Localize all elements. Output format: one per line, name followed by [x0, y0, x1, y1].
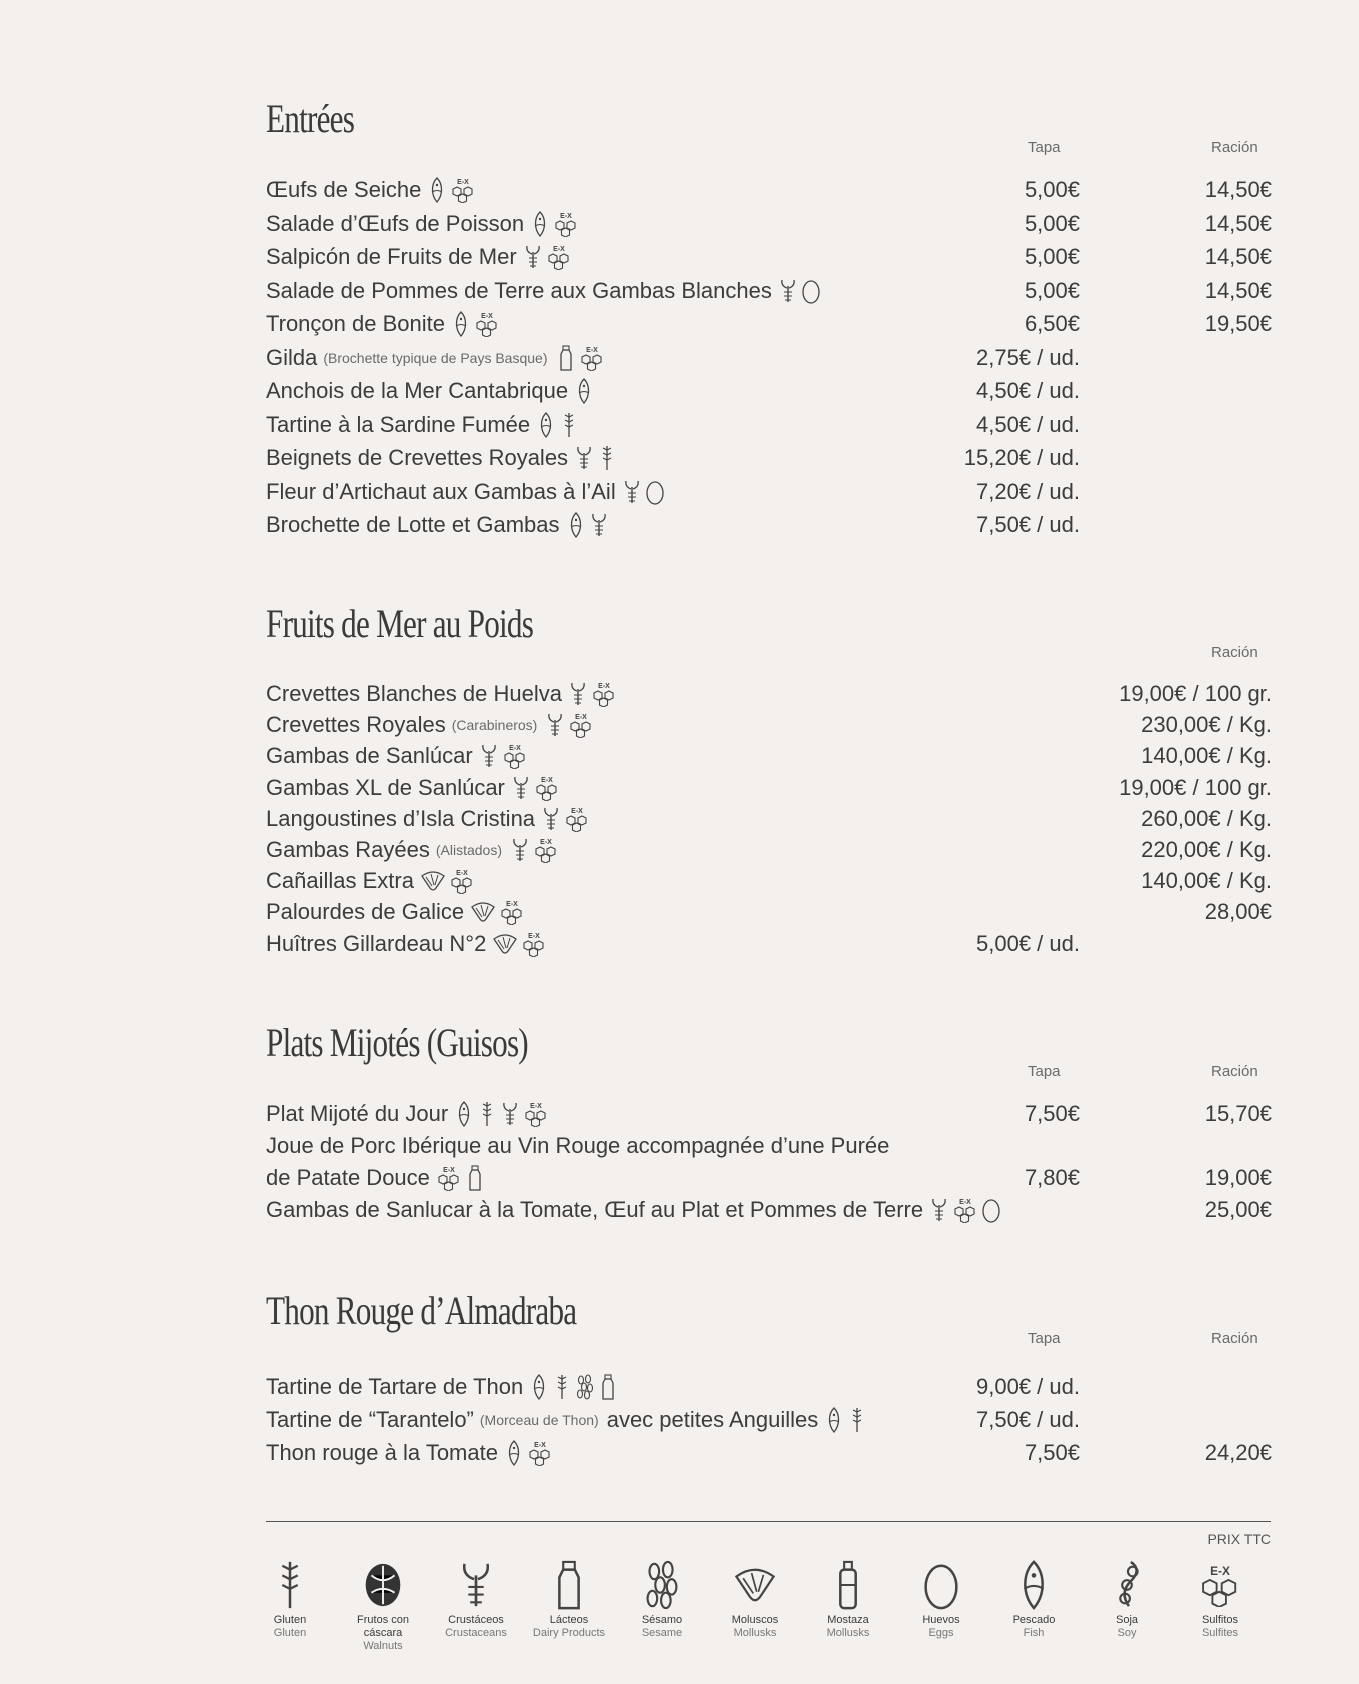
allergen-icons [929, 1197, 1001, 1223]
dairy-icon [547, 1560, 591, 1610]
item-name: Anchois de la Mer Cantabrique [266, 378, 569, 403]
menu-item-text [266, 1404, 867, 1436]
sulphites-icon [523, 1101, 549, 1127]
price-tapa: 7,50€ / ud. [976, 1407, 1080, 1432]
sulphites-icon [450, 177, 476, 203]
menu-item [266, 709, 1272, 741]
menu-item [266, 509, 1272, 541]
gluten-icon [847, 1407, 867, 1433]
sulphites-icon [533, 837, 559, 863]
allergen-icons [436, 1165, 485, 1191]
allergen-icons [479, 743, 528, 769]
sulphites-icon [553, 211, 579, 237]
menu-item-text [266, 1098, 549, 1130]
sulphites-icon [527, 1440, 553, 1466]
item-note: (Carabineros) [451, 717, 538, 734]
column-header-racion: Ración [1211, 139, 1258, 156]
allergen-icons [510, 837, 559, 863]
allergen-icons [778, 278, 821, 304]
mollusc-icon [733, 1560, 777, 1610]
menu-item [266, 342, 1272, 374]
menu-item-text [266, 740, 528, 772]
legend-label-es: Lácteos [549, 1614, 589, 1626]
column-header-tapa: Tapa [1028, 139, 1061, 156]
fish-icon [1012, 1560, 1056, 1610]
price-tapa: 5,00€ [1024, 210, 1080, 236]
menu-item [266, 208, 1272, 240]
menu-item [266, 896, 1272, 928]
allergen-icons [511, 775, 560, 801]
menu-item [266, 1098, 1272, 1130]
price-tapa: 7,20€ / ud. [976, 478, 1080, 504]
menu-item [266, 1404, 1272, 1436]
price-racion: 140,00€ / Kg. [1141, 868, 1272, 894]
price-racion: 28,00€ [1204, 899, 1272, 925]
item-name: Tartine à la Sardine Fumée [266, 411, 531, 437]
fish-icon [504, 1440, 524, 1466]
egg-icon [801, 278, 821, 304]
legend-label-es: Gluten [273, 1614, 307, 1626]
dairy-icon [465, 1165, 485, 1191]
price-tapa: 5,00€ [1024, 177, 1080, 202]
allergen-icons [451, 311, 500, 337]
footer-divider [266, 1521, 1271, 1522]
gluten-icon [559, 412, 579, 438]
sulphites-icon [534, 775, 560, 801]
item-name: Salade d’Œufs de Poisson [266, 210, 525, 236]
column-header-tapa: Tapa [1028, 1063, 1061, 1080]
crustacean-icon [541, 806, 561, 832]
menu-item [266, 375, 1272, 407]
allergen-icons [556, 345, 605, 371]
menu-item-text [266, 1437, 553, 1469]
item-name-tail: avec petites Anguilles [606, 1407, 819, 1432]
item-name: Tartine de Tartare de Thon [266, 1374, 524, 1399]
menu-item [266, 834, 1272, 866]
menu-item-text [266, 442, 617, 474]
crustacean-icon [778, 278, 798, 304]
price-tapa: 2,75€ / ud. [976, 344, 1080, 370]
allergen-icons [530, 211, 579, 237]
menu-item-text [266, 476, 665, 508]
egg-icon [645, 479, 665, 505]
menu-item [266, 1162, 1272, 1194]
allergen-icons [470, 899, 525, 925]
legend-label-en: Sesame [641, 1627, 683, 1639]
column-header-racion: Ración [1211, 1063, 1258, 1080]
sulphites-icon [474, 311, 500, 337]
allergen-icons [574, 445, 617, 471]
menu-item [266, 409, 1272, 441]
sulphites-icon [579, 345, 605, 371]
fish-icon [454, 1101, 474, 1127]
sulphites-icon [436, 1165, 462, 1191]
sulphites-icon [952, 1197, 978, 1223]
price-racion: 14,50€ [1204, 177, 1272, 202]
crustacean-icon [479, 743, 499, 769]
section-title-guisos: Plats Mijotés (Guisos) [266, 1020, 528, 1065]
sesame-icon [640, 1560, 684, 1610]
legend-item [338, 1560, 428, 1653]
menu-item-text [266, 834, 559, 866]
price-racion: 15,70€ [1204, 1101, 1272, 1126]
price-tapa: 7,80€ [1024, 1165, 1080, 1190]
price-tapa: 9,00€ / ud. [976, 1374, 1080, 1399]
price-tapa: 5,00€ / ud. [976, 930, 1080, 956]
section-title-entrees: Entrées [266, 96, 355, 141]
legend-label-en: Soy [1117, 1627, 1137, 1639]
item-name: Huîtres Gillardeau N°2 [266, 930, 487, 956]
menu-item-text [266, 275, 821, 307]
menu-item [266, 1194, 1272, 1226]
price-racion: 19,00€ / 100 gr. [1119, 681, 1272, 706]
price-tapa: 4,50€ / ud. [976, 411, 1080, 437]
menu-item-text [266, 241, 572, 273]
menu-item-text [266, 865, 475, 897]
item-name: Gilda [266, 344, 318, 370]
item-name: Brochette de Lotte et Gambas [266, 512, 560, 537]
allergen-icons [545, 712, 594, 738]
item-name: Fleur d’Artichaut aux Gambas à l’Ail [266, 478, 616, 504]
menu-item-text [266, 1194, 1001, 1226]
allergen-icons [824, 1407, 867, 1433]
price-tapa: 7,50€ / ud. [976, 512, 1080, 537]
price-racion: 24,20€ [1204, 1440, 1272, 1465]
menu-item-text [266, 342, 605, 374]
item-name: Crevettes Blanches de Huelva [266, 681, 562, 706]
fish-icon [530, 211, 550, 237]
item-name: Cañaillas Extra [266, 868, 414, 894]
menu-item [266, 174, 1272, 206]
legend-item [245, 1560, 335, 1640]
item-note: (Alistados) [435, 842, 502, 858]
menu-item-text [266, 709, 594, 741]
menu-item-text [266, 208, 579, 240]
sulphites-icon [449, 868, 475, 894]
price-racion: 14,50€ [1204, 210, 1272, 236]
legend-label-es: Pescado [1012, 1614, 1056, 1626]
fish-icon [536, 412, 556, 438]
legend-label-en: Dairy Products [532, 1627, 606, 1639]
legend-item [431, 1560, 521, 1640]
crustacean-icon [622, 479, 642, 505]
legend-label-es: Huevos [922, 1614, 960, 1626]
menu-item-text [266, 409, 579, 441]
price-racion: 14,50€ [1204, 244, 1272, 269]
egg-icon [919, 1560, 963, 1610]
sulphites-icon [1198, 1560, 1242, 1610]
menu-item-text [266, 1371, 618, 1403]
crustacean-icon [545, 712, 565, 738]
menu-item [266, 772, 1272, 804]
dairy-icon [598, 1374, 618, 1400]
menu-item-text [266, 1162, 485, 1194]
price-racion: 220,00€ / Kg. [1141, 837, 1272, 862]
legend-label-en: Eggs [928, 1627, 954, 1639]
price-racion: 19,50€ [1204, 311, 1272, 336]
gluten-icon [552, 1374, 572, 1400]
menu-item [266, 476, 1272, 508]
item-name: Thon rouge à la Tomate [266, 1440, 498, 1465]
mollusc-icon [492, 931, 518, 957]
item-name: Joue de Porc Ibérique au Vin Rouge accompagnée d’une Purée [266, 1133, 890, 1158]
price-tapa: 6,50€ [1024, 311, 1080, 336]
item-name: Œufs de Seiche [266, 177, 422, 202]
item-name: Salpicón de Fruits de Mer [266, 244, 517, 269]
menu-item-text [266, 308, 500, 340]
menu-item [266, 740, 1272, 772]
allergen-icons [504, 1440, 553, 1466]
legend-label-es: Frutos con cáscara [357, 1614, 409, 1639]
mustard-icon [826, 1560, 870, 1610]
price-note: PRIX TTC [1207, 1531, 1271, 1547]
item-name: Langoustines d’Isla Cristina [266, 805, 536, 831]
crustacean-icon [929, 1197, 949, 1223]
price-racion: 260,00€ / Kg. [1141, 805, 1272, 831]
crustacean-icon [510, 837, 530, 863]
menu-item [266, 1130, 1272, 1162]
section-title-thon: Thon Rouge d’Almadraba [266, 1288, 577, 1333]
menu-item-text [266, 772, 560, 804]
legend-item [617, 1560, 707, 1640]
crustacean-icon [574, 445, 594, 471]
allergen-icons [574, 378, 594, 404]
item-name: Salade de Pommes de Terre aux Gambas Blanches [266, 277, 772, 303]
legend-label-en: Gluten [273, 1627, 307, 1639]
menu-item [266, 1371, 1272, 1403]
sulphites-icon [521, 931, 547, 957]
legend-label-en: Sulfites [1201, 1627, 1239, 1639]
item-name: Tartine de “Tarantelo” [266, 1407, 474, 1432]
menu-item [266, 928, 1272, 960]
allergen-icons [529, 1374, 618, 1400]
item-name: Gambas XL de Sanlúcar [266, 774, 505, 800]
item-name: Gambas Rayées [266, 837, 430, 862]
legend-item [803, 1560, 893, 1640]
item-name: Gambas de Sanlucar à la Tomate, Œuf au Plat et Pommes de Terre [266, 1197, 924, 1222]
item-name: Palourdes de Galice [266, 899, 465, 925]
item-name: de Patate Douce [266, 1165, 430, 1190]
price-racion: 230,00€ / Kg. [1141, 712, 1272, 738]
menu-item [266, 241, 1272, 273]
dairy-icon [556, 345, 576, 371]
fish-icon [574, 378, 594, 404]
allergen-icons [492, 931, 547, 957]
price-racion: 25,00€ [1204, 1197, 1272, 1222]
column-header-racion: Ración [1211, 1330, 1258, 1347]
price-racion: 19,00€ / 100 gr. [1119, 774, 1272, 800]
menu-item-text [266, 928, 547, 960]
sulphites-icon [502, 743, 528, 769]
menu-item-text [266, 803, 590, 835]
allergen-icons [566, 512, 609, 538]
legend-item [710, 1560, 800, 1640]
allergen-icons [454, 1101, 549, 1127]
menu-item [266, 678, 1272, 710]
menu-item [266, 442, 1272, 474]
sesame-icon [575, 1374, 595, 1400]
mollusc-icon [470, 899, 496, 925]
menu-item-text [266, 678, 617, 710]
price-tapa: 7,50€ [1024, 1101, 1080, 1126]
item-name: Tronçon de Bonite [266, 311, 445, 336]
allergen-icons [523, 244, 572, 270]
menu-item [266, 865, 1272, 897]
legend-label-en: Mollusks [826, 1627, 870, 1639]
legend-item [896, 1560, 986, 1640]
legend-label-en: Walnuts [363, 1640, 403, 1652]
sulphites-icon [591, 681, 617, 707]
legend-label-en: Crustaceans [445, 1627, 507, 1639]
menu-item [266, 275, 1272, 307]
legend-item [1082, 1560, 1172, 1640]
crustacean-icon [523, 244, 543, 270]
item-name: Plat Mijoté du Jour [266, 1101, 449, 1126]
walnut-icon [361, 1560, 405, 1610]
column-header-tapa: Tapa [1028, 1330, 1061, 1347]
column-header-racion: Ración [1211, 644, 1258, 661]
menu-item [266, 803, 1272, 835]
menu-item-text [266, 509, 609, 541]
allergen-icons [420, 868, 475, 894]
fish-icon [427, 177, 447, 203]
fish-icon [566, 512, 586, 538]
egg-icon [981, 1197, 1001, 1223]
fish-icon [451, 311, 471, 337]
legend-item [989, 1560, 1079, 1640]
allergen-icons [427, 177, 476, 203]
gluten-icon [597, 445, 617, 471]
item-note: (Brochette typique de Pays Basque) [323, 349, 548, 366]
price-racion: 14,50€ [1204, 277, 1272, 303]
legend-label-es: Moluscos [731, 1614, 779, 1626]
menu-item [266, 308, 1272, 340]
price-racion: 140,00€ / Kg. [1141, 743, 1272, 769]
legend-label-en: Fish [1023, 1627, 1045, 1639]
crustacean-icon [500, 1101, 520, 1127]
price-tapa: 7,50€ [1024, 1440, 1080, 1465]
allergen-legend [266, 1560, 1272, 1660]
mollusc-icon [420, 868, 446, 894]
sulphites-icon [568, 712, 594, 738]
menu-item-text [266, 174, 476, 206]
price-tapa: 5,00€ [1024, 244, 1080, 269]
legend-item [1175, 1560, 1265, 1640]
sulphites-icon [499, 899, 525, 925]
fish-icon [529, 1374, 549, 1400]
legend-label-es: Sésamo [641, 1614, 683, 1626]
menu-item-text [266, 1130, 889, 1162]
price-tapa: 4,50€ / ud. [976, 378, 1080, 403]
price-racion: 19,00€ [1204, 1165, 1272, 1190]
legend-label-es: Mostaza [827, 1614, 869, 1626]
allergen-icons [541, 806, 590, 832]
allergen-icons [622, 479, 665, 505]
soy-icon [1105, 1560, 1149, 1610]
menu-item [266, 1437, 1272, 1469]
legend-item [524, 1560, 614, 1640]
menu-item-text [266, 375, 594, 407]
item-name: Gambas de Sanlúcar [266, 743, 473, 769]
legend-label-es: Soja [1115, 1614, 1139, 1626]
crustacean-icon [454, 1560, 498, 1610]
crustacean-icon [568, 681, 588, 707]
gluten-icon [477, 1101, 497, 1127]
allergen-icons [536, 412, 579, 438]
crustacean-icon [511, 775, 531, 801]
menu-item-text [266, 896, 525, 928]
section-title-fruits: Fruits de Mer au Poids [266, 601, 534, 646]
sulphites-icon [546, 244, 572, 270]
allergen-icons [568, 681, 617, 707]
gluten-icon [268, 1560, 312, 1610]
sulphites-icon [564, 806, 590, 832]
legend-label-es: Crustáceos [448, 1614, 504, 1626]
legend-label-en: Mollusks [733, 1627, 777, 1639]
legend-label-es: Sulfitos [1201, 1614, 1239, 1626]
fish-icon [824, 1407, 844, 1433]
price-tapa: 5,00€ [1024, 277, 1080, 303]
item-name: Beignets de Crevettes Royales [266, 445, 569, 470]
price-tapa: 15,20€ / ud. [963, 445, 1080, 470]
item-note: (Morceau de Thon) [479, 1412, 599, 1428]
item-name: Crevettes Royales [266, 712, 446, 738]
crustacean-icon [589, 512, 609, 538]
